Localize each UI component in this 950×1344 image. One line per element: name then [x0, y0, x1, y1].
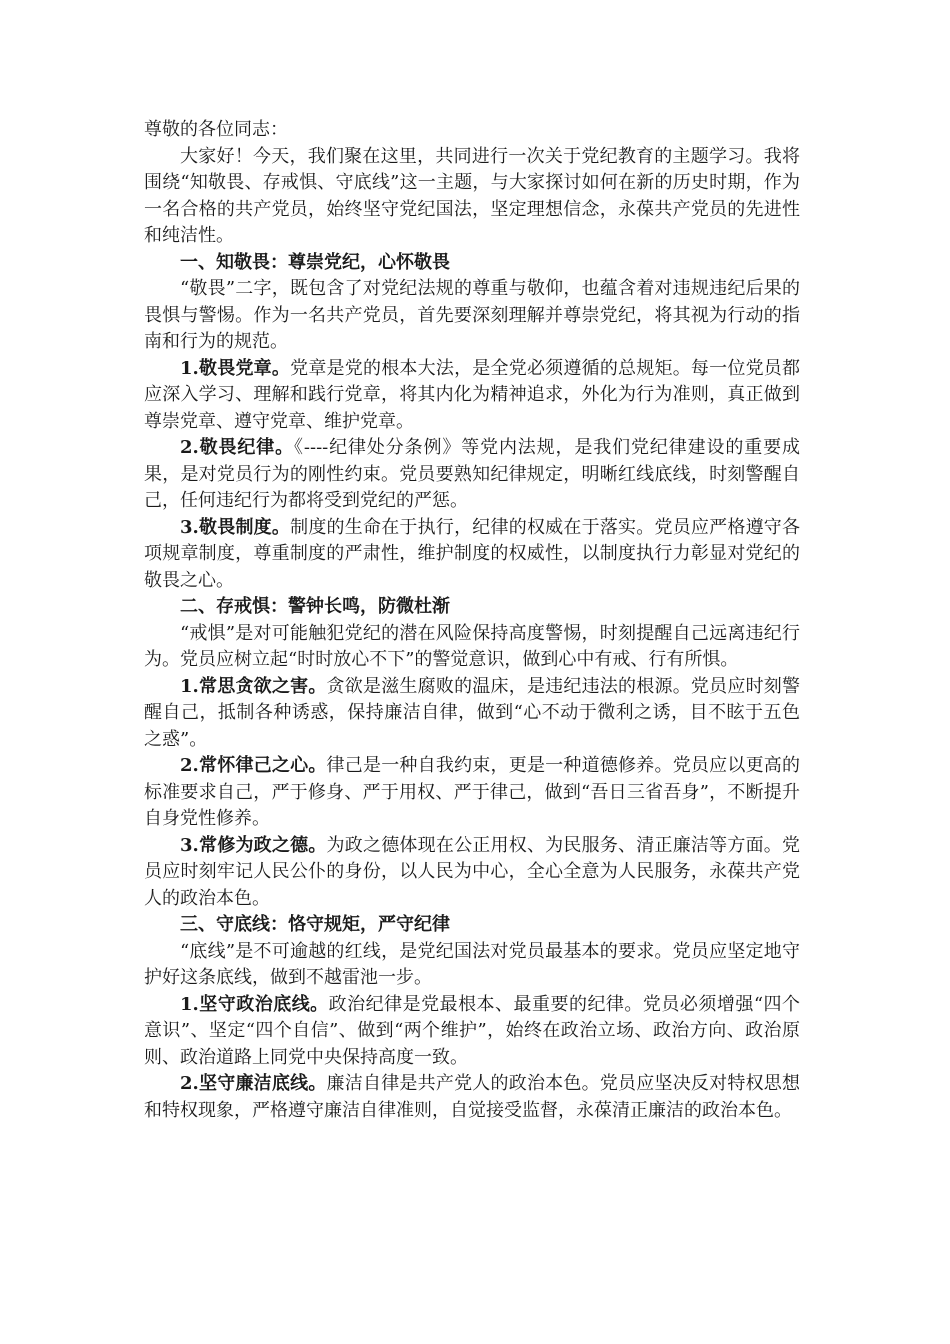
section-2-item-2	[144, 753, 800, 833]
section-2-lead: “戒惧”是对可能触犯党纪的潜在风险保持高度警惕，时刻提醒自己远离违纪行为。党员应树立起“时时放心不下”的警觉意识，做到心中有戒、行有所惧。	[144, 622, 800, 670]
section-2-heading: 二、存戒惧：警钟长鸣，防微杜渐	[180, 596, 450, 617]
document-page	[144, 117, 800, 1124]
item-title: 3.敬畏制度。	[180, 516, 291, 538]
item-title: 2.敬畏纪律。	[180, 437, 295, 458]
item-text: 制度的生命在于执行，纪律的权威在于落实。党员应严格遵守各项规章制度，尊重制度的严肃性，维护制度的权威性，以制度执行力彰显对党纪的敬畏之心。	[144, 516, 800, 591]
item-title: 2.常怀律己之心。	[180, 755, 327, 776]
item-text: 贪欲是滋生腐败的温床，是违纪违法的根源。党员应时刻警醒自己，抵制各种诱惑，保持廉洁自律，做到“心不动于微利之诱，目不眩于五色之惑”。	[144, 675, 801, 750]
item-text: 廉洁自律是共产党人的政治本色。党员应坚决反对特权思想和特权现象，严格遵守廉洁自律准则，自觉接受监督，永葆清正廉洁的政治本色。	[144, 1073, 801, 1121]
section-1-item-2	[144, 435, 800, 515]
salutation: 尊敬的各位同志：	[144, 119, 288, 140]
item-title: 1.敬畏党章。	[180, 357, 291, 379]
section-1-lead: “敬畏”二字，既包含了对党纪法规的尊重与敬仰，也蕴含着对违规违纪后果的畏惧与警惕。作为一名共产党员，首先要深刻理解并尊崇党纪，将其视为行动的指南和行为的规范。	[144, 278, 800, 352]
section-1-heading: 一、知敬畏：尊崇党纪，心怀敬畏	[180, 251, 450, 273]
item-title: 1.常思贪欲之害。	[180, 675, 327, 697]
section-2-item-1	[144, 674, 800, 754]
intro-paragraph: 大家好！今天，我们聚在这里，共同进行一次关于党纪教育的主题学习。我将围绕“知敬畏、存戒惧、守底线”这一主题，与大家探讨如何在新的历史时期，作为一名合格的共产党员，始终坚守党纪国法，坚定理想信念，永葆共产党员的先进性和纯洁性。	[144, 145, 800, 246]
item-text: 《----纪律处分条例》等党内法规，是我们党纪律建设的重要成果，是对党员行为的刚性约束。党员要熟知纪律规定，明晰红线底线，时刻警醒自己，任何违纪行为都将受到党纪的严惩。	[144, 437, 801, 511]
item-title: 2.坚守廉洁底线。	[180, 1073, 327, 1094]
section-3-item-1	[144, 992, 800, 1072]
section-1-item-1	[144, 356, 800, 436]
section-3-lead: “底线”是不可逾越的红线，是党纪国法对党员最基本的要求。党员应坚定地守护好这条底线，做到不越雷池一步。	[144, 940, 800, 988]
item-text: 政治纪律是党最根本、最重要的纪律。党员必须增强“四个意识”、坚定“四个自信”、做到“两个维护”，始终在政治立场、政治方向、政治原则、政治道路上同党中央保持高度一致。	[144, 993, 800, 1068]
section-2-item-3	[144, 833, 800, 913]
item-text: 律己是一种自我约束，更是一种道德修养。党员应以更高的标准要求自己，严于修身、严于用权、严于律己，做到“吾日三省吾身”，不断提升自身党性修养。	[144, 755, 801, 829]
item-text: 党章是党的根本大法，是全党必须遵循的总规矩。每一位党员都应深入学习、理解和践行党章，将其内化为精神追求，外化为行为准则，真正做到尊崇党章、遵守党章、维护党章。	[144, 357, 800, 432]
section-1-item-3	[144, 515, 800, 595]
section-3-item-2	[144, 1071, 800, 1124]
item-title: 3.常修为政之德。	[180, 834, 327, 856]
item-text: 为政之德体现在公正用权、为民服务、清正廉洁等方面。党员应时刻牢记人民公仆的身份，以人民为中心，全心全意为人民服务，永葆共产党人的政治本色。	[144, 834, 801, 909]
section-3-heading: 三、守底线：恪守规矩，严守纪律	[180, 914, 450, 935]
item-title: 1.坚守政治底线。	[180, 993, 329, 1015]
